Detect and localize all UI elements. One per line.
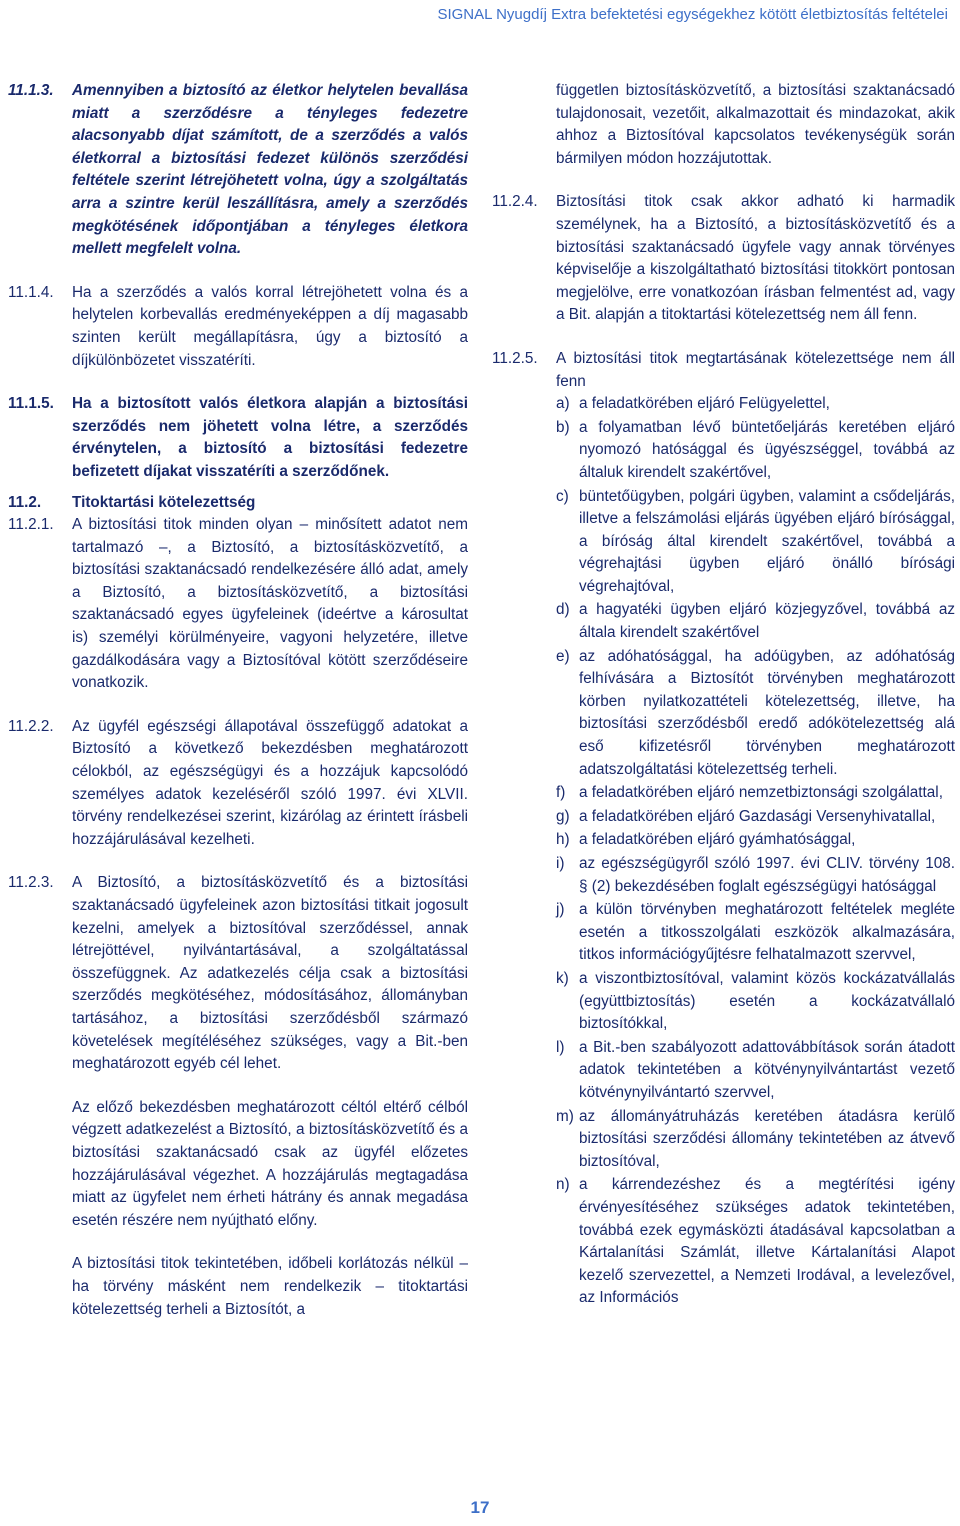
list-item [556,1037,955,1105]
list-item-text: a kárrendezéshez és a megtérítési igény érvényesítéséhez szükséges adatok tekintetében, továbbá ezek egymásközti átadásával kapcsolatban a Kártalanítási Számlát, illetve Kártalanítási Alapot kezelő szervezettel, a Nemzeti Irodával, a levelezővel, az Információs [579,1176,955,1307]
list-item-label: f) [556,784,566,802]
section-11-1-3 [8,80,468,261]
list-item-text: a hagyatéki ügyben eljáró közjegyzővel, továbbá az általa kirendelt szakértővel [579,601,955,642]
list-item [556,853,955,898]
section-text: Ha a szerződés a valós korral létrejöhetett volna és a helytelen korbevallás eredményeképpen a díj magasabb szinten került megállapításra, úgy a biztosító a díjkülönbözetet visszatéríti. [72,283,468,369]
list-item-label: h) [556,831,570,849]
list-item [556,393,955,416]
list-item [556,782,955,805]
list-item [556,486,955,599]
list-item [556,899,955,967]
document-header: SIGNAL Nyugdíj Extra befektetési egységekhez kötött életbiztosítás feltételei [437,6,948,23]
section-number: 11.2.2. [8,717,54,735]
list-item-text: a Bit.-ben szabályozott adattovábbítások során átadott adatok tekintetében a kötvénynyilvántartást vezető kötvénynyilvántartó szervvel, [579,1038,955,1101]
list-item-text: a folyamatban lévő büntetőeljárás keretében eljáró nyomozó hatósággal és ügyészséggel, továbbá az általuk kirendelt szakértővel, [579,418,955,481]
left-column [8,80,468,1321]
section-title: Titoktartási kötelezettség [72,493,256,511]
section-text: Biztosítási titok csak akkor adható ki harmadik személynek, ha a Biztosító, a biztosításközvetítő és a biztosítási szaktanácsadó ügyfele vagy annak törvényes képviselője a kiszolgáltatható biztosítási titokkört pontosan megjelölve, erre vonatkozóan írásban felmentést ad, vagy a Bit. alapján a titoktartási kötelezettség nem áll fenn. [556,193,955,324]
list-item-label: c) [556,487,569,505]
section-text: Az ügyfél egészségi állapotával összefüggő adatokat a Biztosító a következő bekezdésben meghatározott célokból, az egészségügyi és a hozzájuk kapcsolódó személyes adatok kezeléséről szóló 1997. évi XLVII. törvény rendelkezései szerint, kizárólag az érintett írásbeli hozzájárulásával kezelheti. [72,717,468,848]
section-11-2-1 [8,514,468,695]
list-item-label: e) [556,647,570,665]
paragraph-text: független biztosításközvetítő, a biztosítási szaktanácsadó tulajdonosait, vezetőit, alkalmazottait és mindazokat, akik ahhoz a Biztosítóval kapcsolatos tevékenységük során bármilyen módon hozzájutottak. [556,82,955,167]
list-item-label: k) [556,969,569,987]
section-number: 11.2.4. [492,193,538,211]
list-item [556,646,955,782]
list-item [556,829,955,852]
list-item [556,417,955,485]
exemption-list [556,393,955,1310]
paragraph-secrecy [8,1253,468,1321]
section-11-2-3 [8,872,468,1075]
list-item-text: az egészségügyről szóló 1997. évi CLIV. törvény 108. § (2) bekezdésében foglalt egészségügyi hatósággal [579,855,955,895]
list-item [556,806,955,829]
section-text: A Biztosító, a biztosításközvetítő és a biztosítási szaktanácsadó ügyfeleinek azon biztosítási titkait jogosult kezelni, amelyek a biztosítóval szerződéssel, annak létrejöttével, nyilvántartásával, a szolgáltatással összefüggnek. Az adatkezelés célja csak a biztosítási szerződés megkötéséhez, módosításához, állományban tartásához, a biztosítási szerződésből származó követelések megítéléséhez szükséges, vagy a Bit.-ben meghatározott egyéb cél lehet. [72,874,468,1073]
list-item-label: d) [556,601,570,619]
section-number: 11.2. [8,493,42,511]
page-number: 17 [470,1498,490,1517]
section-11-2-2 [8,716,468,852]
section-number: 11.1.5. [8,395,54,413]
list-item-text: az adóhatósággal, ha adóügyben, az adóhatóság felhívására a Biztosítót törvényben meghatározott körben nyilatkozattételi kötelezettség, illetve, ha biztosítási szerződésből eredő adókötelezettség alá eső kifizetésről törvényben meghatározott adatszolgáltatási kötelezettség terheli. [579,647,955,778]
list-item-text: a feladatkörében eljáró Gazdasági Versenyhivatallal, [579,807,936,825]
section-11-2-5 [492,348,955,1310]
continued-paragraph [492,80,955,170]
section-number: 11.2.1. [8,516,54,534]
list-item-text: büntetőügyben, polgári ügyben, valamint a csődeljárás, illetve a felszámolási eljárás ügyében eljáró bírósággal, a bíróság által kirendelt szakértővel, továbbá a végrehajtási ügyben eljáró önálló bírósági végrehajtóval, [579,487,955,595]
list-item-label: a) [556,395,570,413]
section-text: Ha a biztosított valós életkora alapján a biztosítási szerződés nem jöhetett volna létre, a szerződés érvénytelen, a biztosító a biztosítási fedezetre befizetett díjakat visszatéríti a szerződőnek. [72,395,468,480]
list-item-text: a feladatkörében eljáró Felügyelettel, [579,395,830,413]
list-item [556,1174,955,1310]
paragraph-consent [8,1097,468,1233]
list-item [556,599,955,644]
section-heading-11-2 [8,492,468,515]
section-11-1-4 [8,282,468,372]
section-number: 11.2.5. [492,349,538,367]
section-intro: A biztosítási titok megtartásának kötelezettsége nem áll fenn [556,349,955,390]
section-number: 11.1.3. [8,82,54,99]
list-item [556,968,955,1036]
list-item-text: a feladatkörében eljáró gyámhatósággal, [579,831,856,849]
section-11-2-4 [492,191,955,327]
list-item-text: a feladatkörében eljáró nemzetbiztonsági szolgálattal, [579,784,943,802]
list-item-label: g) [556,807,570,825]
section-text: Amennyiben a biztosító az életkor helytelen bevallása miatt a szerződésre a tényleges fedezetre alacsonyabb díjat számított, de a szerződés a valós életkorral a biztosítási fedezet különös szerződési feltétele szerint létrejöhetett volna, úgy a szolgáltatás arra a szintre kerül leszállításra, amely a szerződés megkötésének időpontjában a tényleges életkora mellett megfelelt volna. [72,82,468,258]
list-item-label: i) [556,855,565,872]
section-number: 11.2.3. [8,874,54,892]
section-number: 11.1.4. [8,283,54,301]
paragraph-text: A biztosítási titok tekintetében, időbeli korlátozás nélkül – ha törvény másként nem rendelkezik – titoktartási kötelezettség terheli a Biztosítót, a [72,1255,468,1318]
section-11-1-5 [8,393,468,483]
list-item-label: b) [556,418,570,436]
list-item-text: a külön törvényben meghatározott feltételek megléte esetén a titkosszolgálati eszközök alkalmazására, titkos információgyűjtésre felhatalmazott szervvel, [579,901,955,964]
section-text: A biztosítási titok minden olyan – minősített adatot nem tartalmazó –, a Biztosító, a biztosításközvetítő, a biztosítási szaktanácsadó rendelkezésére álló adat, amely a Biztosító, a biztosításközvetítő, a biztosítási szaktanácsadó egyes ügyfeleinek (ideértve a károsultat is) személyi körülményeire, vagyoni helyzetére, illetve gazdálkodására vagy a Biztosítóval kötött szerződéseire vonatkozik. [72,516,468,692]
list-item-label: l) [556,1038,565,1056]
right-column [492,80,955,1310]
list-item [556,1106,955,1174]
list-item-label: m) [556,1107,574,1125]
paragraph-text: Az előző bekezdésben meghatározott céltól eltérő célból végzett adatkezelést a Biztosító, a biztosításközvetítő és a biztosítási szaktanácsadó csak az ügyfél előzetes hozzájárulásával végezhet. A hozzájárulás megtagadása miatt az ügyfelet nem érheti hátrány és annak megadása esetén részére nem nyújtható előny. [72,1098,468,1229]
list-item-text: az állományátruházás keretében átadásra kerülő biztosítási szerződési állomány tekintetében az átvevő biztosítóval, [579,1107,955,1170]
list-item-label: j) [556,901,565,919]
list-item-label: n) [556,1176,570,1194]
list-item-text: a viszontbiztosítóval, valamint közös kockázatvállalás (együttbiztosítás) esetén a kockázatvállaló biztosítókkal, [579,969,955,1033]
